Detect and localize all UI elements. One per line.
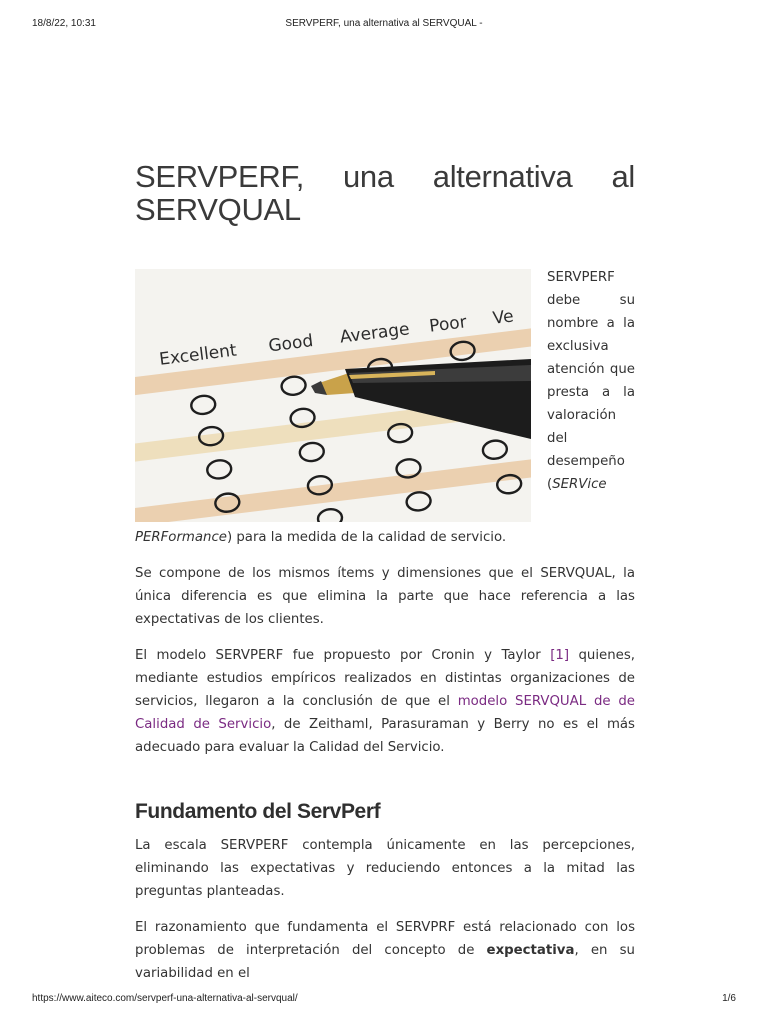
reasoning-text-1: El razonamiento que fundamenta el SERVPRF está relacionado con los problemas de interpretación del concepto de (135, 920, 635, 958)
rating-label-5: Ve (491, 306, 515, 329)
paragraph-composition: Se compone de los mismos ítems y dimensiones que el SERVQUAL, la única diferencia es que elimina la parte que hace referencia a las expectativas de los clientes. (135, 566, 635, 627)
print-datetime: 18/8/22, 10:31 (32, 18, 96, 29)
print-page-title: SERVPERF, una alternativa al SERVQUAL - (285, 18, 483, 29)
rating-label-4: Poor (428, 312, 468, 337)
servqual-model-link[interactable]: modelo SERVQUAL de de Calidad de Servicio (135, 694, 635, 732)
paragraph-reasoning (135, 916, 635, 985)
origin-text-2: quienes, mediante estudios empíricos realizados en distintas organizaciones de servicios, llegaron a la conclusión de que el (135, 648, 635, 709)
print-header (0, 18, 768, 32)
article-title: SERVPERF, una alternativa al SERVQUAL (135, 159, 635, 227)
rating-label-3: Average (338, 319, 411, 348)
print-page-number: 1/6 (722, 993, 736, 1004)
print-footer (0, 993, 768, 1007)
paragraph-scale: La escala SERVPERF contempla únicamente en las percepciones, eliminando las expectativas y reduciendo entonces a la mitad las preguntas planteadas. (135, 838, 635, 899)
article (135, 160, 635, 998)
rating-label-1: Excellent (158, 340, 238, 370)
origin-text-3: , de Zeithaml, Parasuraman y Berry no es el más adecuado para evaluar la Calidad del Servicio. (135, 717, 635, 755)
survey-photo (135, 269, 531, 522)
paragraph-origin (135, 644, 635, 759)
survey-illustration (135, 269, 531, 522)
intro-italic-term: SERVice PERFormance (135, 477, 607, 545)
lead-section (135, 266, 635, 562)
print-url: https://www.aiteco.com/servperf-una-alternativa-al-servqual/ (32, 993, 298, 1004)
section-heading-fundamento: Fundamento del ServPerf (135, 800, 381, 823)
intro-text-1: SERVPERF debe su nombre a la exclusiva atención que presta a la valoración del desempeño ( (547, 270, 635, 492)
reasoning-text-2: , en su variabilidad en el (135, 943, 635, 981)
intro-text-2: ) para la medida de la calidad de servicio. (226, 530, 507, 545)
reasoning-bold-term: expectativa (486, 943, 575, 958)
rating-label-2: Good (267, 331, 315, 357)
origin-text-1: El modelo SERVPERF fue propuesto por Cronin y Taylor (135, 648, 551, 663)
reference-link-1[interactable]: [1] (550, 648, 570, 663)
